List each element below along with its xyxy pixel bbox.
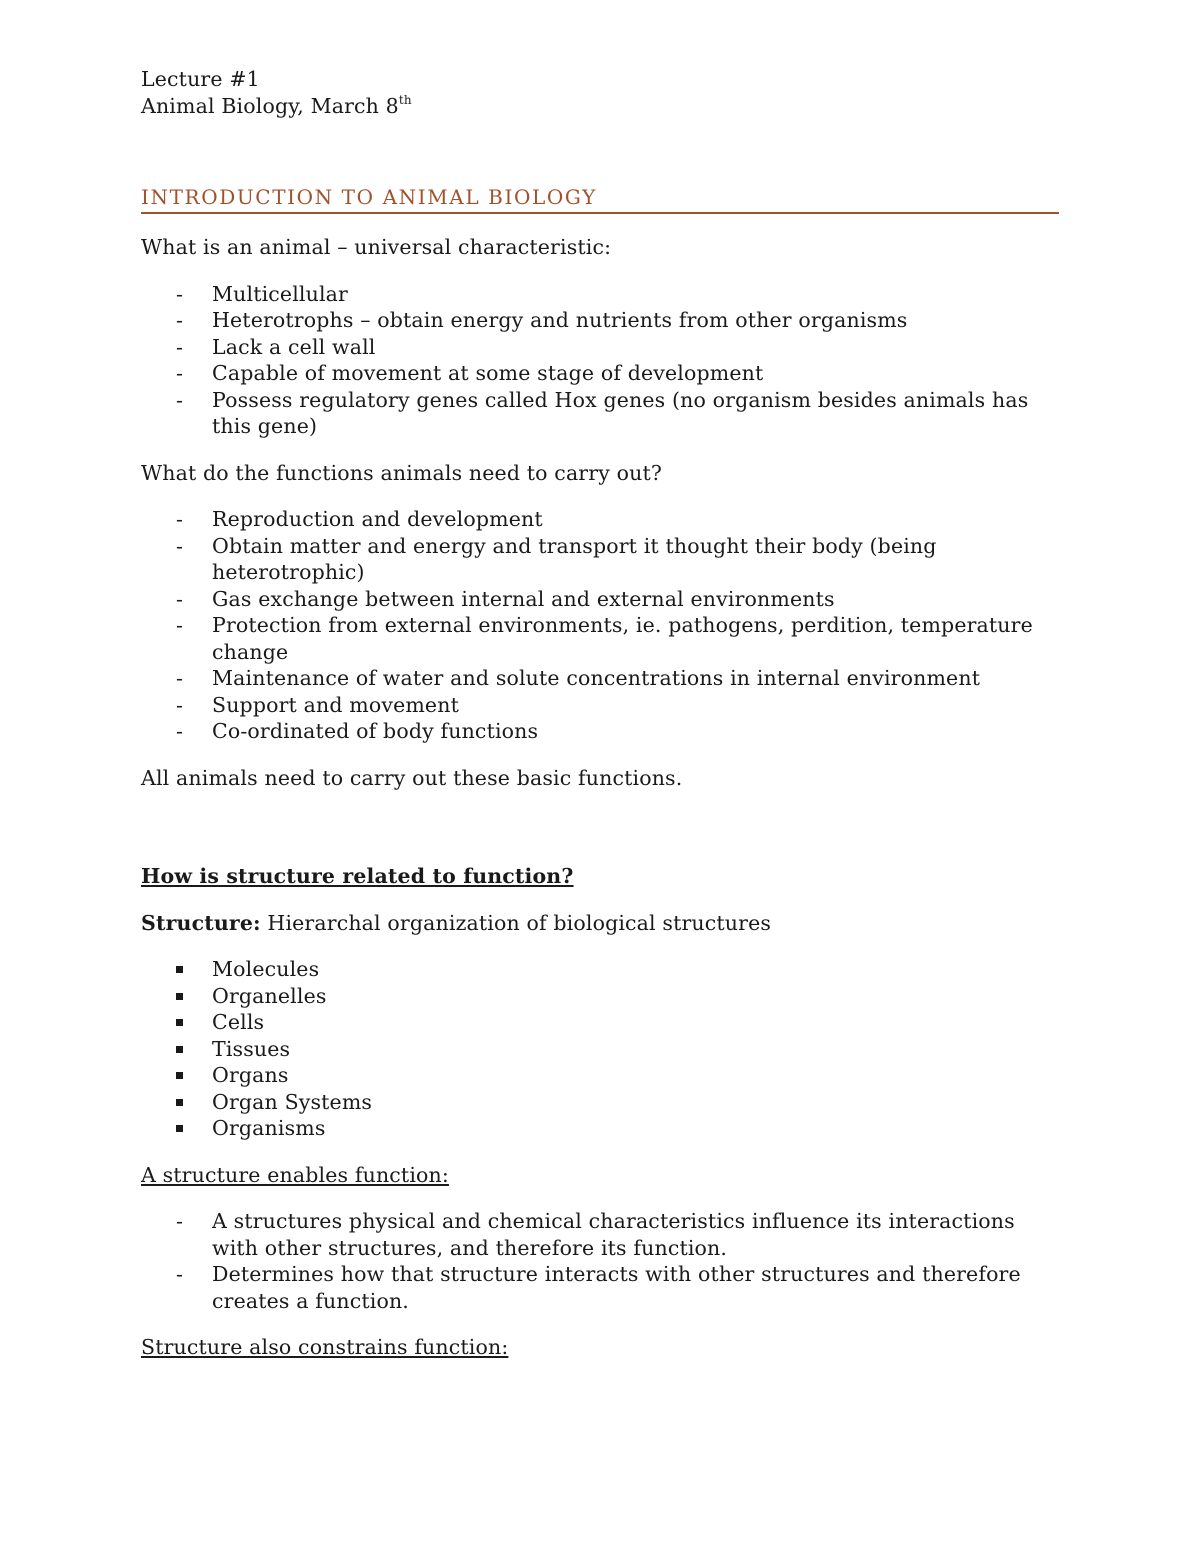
lecture-number: Lecture #1 xyxy=(141,67,260,91)
question-animal-characteristics: What is an animal – universal characteristic: xyxy=(141,235,612,259)
list-item: - Determines how that structure interacts with other structures and therefore creates a function. xyxy=(176,1262,1021,1313)
structure-text: Hierarchal organization of biological structures xyxy=(260,910,772,935)
dash-marker: - xyxy=(176,1262,184,1286)
square-bullet-icon xyxy=(176,1099,183,1106)
summary-text: All animals need to carry out these basic functions. xyxy=(141,765,683,790)
dash-marker: - xyxy=(176,613,184,637)
list-item: - Protection from external environments, ie. pathogens, perdition, temperature change xyxy=(176,613,1033,664)
dash-marker: - xyxy=(176,281,184,306)
square-bullet-icon xyxy=(176,1125,183,1132)
question-animal-functions: What do the functions animals need to carry out? xyxy=(141,460,662,485)
date-suffix: th xyxy=(398,92,412,107)
dash-marker: - xyxy=(176,692,184,717)
hierarchy-list xyxy=(141,956,1059,1142)
list-item: - Heterotrophs – obtain energy and nutrients from other organisms xyxy=(176,308,908,332)
dash-marker: - xyxy=(176,387,184,412)
square-bullet-icon xyxy=(176,1046,183,1053)
structure-definition xyxy=(141,910,1059,937)
course-date xyxy=(141,93,1059,120)
list-item: - Co-ordinated of body functions xyxy=(176,719,539,743)
dash-marker: - xyxy=(176,334,184,359)
dash-marker: - xyxy=(176,308,184,332)
list-item: - Support and movement xyxy=(176,692,459,717)
dash-marker: - xyxy=(176,361,184,385)
list-item: - Obtain matter and energy and transport it thought their body (being heterotrophic) xyxy=(176,533,937,584)
dash-marker: - xyxy=(176,586,184,611)
list-item: Molecules xyxy=(141,956,1059,983)
list-item: Cells xyxy=(141,1009,1059,1036)
constrains-heading: Structure also constrains function: xyxy=(141,1335,509,1359)
square-bullet-icon xyxy=(176,1072,183,1079)
characteristics-list xyxy=(141,281,1059,440)
course-date-text: Animal Biology, March 8 xyxy=(141,93,399,118)
dash-marker: - xyxy=(176,533,184,558)
structure-function-heading: How is structure related to function? xyxy=(141,864,574,888)
square-bullet-icon xyxy=(176,993,183,1000)
list-item: - Possess regulatory genes called Hox genes (no organism besides animals has this gene) xyxy=(176,387,1029,438)
square-bullet-icon xyxy=(176,966,183,973)
list-item: - Multicellular xyxy=(176,281,349,306)
list-item: - Maintenance of water and solute concentrations in internal environment xyxy=(176,666,981,690)
enables-list xyxy=(141,1208,1059,1314)
enables-heading: A structure enables function: xyxy=(141,1162,449,1187)
dash-marker: - xyxy=(176,507,184,531)
document-page xyxy=(141,66,1059,1361)
section-title: INTRODUCTION TO ANIMAL BIOLOGY xyxy=(141,183,1059,214)
list-item: Organelles xyxy=(141,983,1059,1010)
list-item: Organ Systems xyxy=(141,1089,1059,1116)
dash-marker: - xyxy=(176,719,184,743)
list-item: - Reproduction and development xyxy=(176,507,543,531)
structure-label: Structure: xyxy=(141,910,261,935)
list-item: - Capable of movement at some stage of development xyxy=(176,361,764,385)
list-item: - A structures physical and chemical characteristics influence its interactions with other structures, and therefore its function. xyxy=(176,1209,1015,1260)
list-item: - Gas exchange between internal and external environments xyxy=(176,586,835,611)
list-item: Organisms xyxy=(141,1115,1059,1142)
square-bullet-icon xyxy=(176,1019,183,1026)
list-item: Organs xyxy=(141,1062,1059,1089)
list-item: - Lack a cell wall xyxy=(176,334,376,359)
dash-marker: - xyxy=(176,1209,184,1233)
dash-marker: - xyxy=(176,666,184,690)
functions-list xyxy=(141,506,1059,745)
list-item: Tissues xyxy=(141,1036,1059,1063)
